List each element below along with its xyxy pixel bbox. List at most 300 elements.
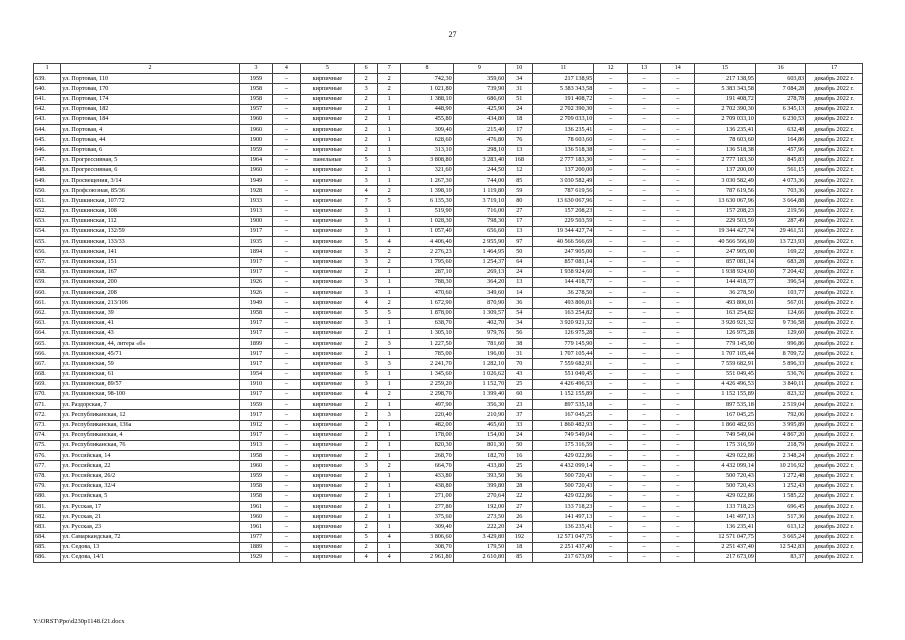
table-cell: 613,12 (755, 522, 805, 532)
table-row (34, 227, 863, 237)
table-cell: 645. (34, 135, 61, 145)
table-cell: – (273, 257, 300, 267)
table-cell: – (594, 288, 628, 298)
table-cell: декабрь 2022 г. (806, 298, 863, 308)
table-cell: декабрь 2022 г. (806, 135, 863, 145)
table-cell: – (661, 390, 695, 400)
table-cell: ул. Российская, 14 (61, 451, 239, 461)
column-number-cell: 17 (806, 64, 863, 74)
table-cell: ул. Пушкинская, 43 (61, 328, 239, 338)
table-cell: декабрь 2022 г. (806, 176, 863, 186)
table-cell: 1 309,57 (453, 308, 505, 318)
table-cell: 1 119,80 (453, 186, 505, 196)
table-cell: – (273, 237, 300, 247)
table-row (34, 247, 863, 257)
table-cell: 2 (355, 491, 378, 501)
table-cell: 1 795,60 (401, 257, 453, 267)
table-cell: 1 707 105,44 (695, 349, 756, 359)
table-cell: 4 (355, 186, 378, 196)
table-cell: – (273, 84, 300, 94)
table-cell: 650. (34, 186, 61, 196)
table-cell: – (594, 267, 628, 277)
table-cell: ул. Портовая, 182 (61, 104, 239, 114)
table-cell: 4 406,40 (401, 237, 453, 247)
table-cell: 438,80 (401, 481, 453, 491)
table-cell: кирпичные (300, 145, 355, 155)
table-cell: 667. (34, 359, 61, 369)
table-cell: декабрь 2022 г. (806, 491, 863, 501)
table-cell: декабрь 2022 г. (806, 125, 863, 135)
table-row (34, 125, 863, 135)
table-cell: 64 (506, 257, 533, 267)
table-cell: 897 535,18 (695, 400, 756, 410)
table-cell: 1960 (239, 512, 273, 522)
table-cell: 10 216,92 (755, 461, 805, 471)
table-cell: 1 028,30 (401, 216, 453, 226)
table-row (34, 237, 863, 247)
table-cell: ул. Республиканская, 12 (61, 410, 239, 420)
table-cell: 133 718,23 (533, 502, 594, 512)
table-cell: 1 (378, 206, 401, 216)
table-cell: 3 664,88 (755, 196, 805, 206)
table-cell: 1959 (239, 74, 273, 84)
table-cell: кирпичные (300, 328, 355, 338)
table-cell: 1964 (239, 155, 273, 165)
table-cell: – (594, 84, 628, 94)
table-row (34, 542, 863, 552)
table-cell: декабрь 2022 г. (806, 196, 863, 206)
table-cell: 672. (34, 410, 61, 420)
table-cell: – (627, 186, 661, 196)
table-cell: кирпичные (300, 471, 355, 481)
table-cell: 1 227,50 (401, 339, 453, 349)
table-cell: ул. Пушкинская, 89/57 (61, 379, 239, 389)
table-cell: 448,90 (401, 104, 453, 114)
table-row (34, 512, 863, 522)
table-cell: 137 200,00 (695, 165, 756, 175)
table-cell: кирпичные (300, 135, 355, 145)
table-cell: – (661, 553, 695, 563)
table-cell: – (273, 277, 300, 287)
table-cell: 5 (355, 155, 378, 165)
table-cell: 1917 (239, 390, 273, 400)
table-cell: 3 808,80 (401, 155, 453, 165)
table-cell: – (594, 410, 628, 420)
table-cell: 1928 (239, 186, 273, 196)
table-cell: 482,00 (401, 420, 453, 430)
table-cell: – (627, 155, 661, 165)
table-cell: 12 (506, 165, 533, 175)
table-row (34, 216, 863, 226)
table-cell: 1926 (239, 277, 273, 287)
table-cell: – (273, 542, 300, 552)
table-cell: кирпичные (300, 542, 355, 552)
table-cell: кирпичные (300, 379, 355, 389)
table-cell: декабрь 2022 г. (806, 237, 863, 247)
table-cell: 1 152,70 (453, 379, 505, 389)
table-cell: 2 (378, 390, 401, 400)
table-cell: 175 316,59 (533, 440, 594, 450)
column-number-cell: 16 (755, 64, 805, 74)
table-cell: – (273, 379, 300, 389)
table-cell: – (661, 74, 695, 84)
table-cell: ул. Портовая, 170 (61, 84, 239, 94)
table-cell: 656,60 (453, 227, 505, 237)
table-cell: 1 (378, 349, 401, 359)
table-cell: 2 (378, 257, 401, 267)
table-cell: 1917 (239, 267, 273, 277)
table-cell: 5 (355, 532, 378, 542)
table-cell: – (273, 94, 300, 104)
table-cell: 5 896,33 (755, 359, 805, 369)
table-cell: – (627, 502, 661, 512)
table-cell: 24 (506, 430, 533, 440)
table-cell: – (627, 237, 661, 247)
table-cell: 567,01 (755, 298, 805, 308)
table-cell: 676. (34, 451, 61, 461)
table-cell: 2 (378, 247, 401, 257)
table-cell: 50 (506, 247, 533, 257)
table-cell: 870,90 (453, 298, 505, 308)
table-cell: 26 (506, 512, 533, 522)
table-row (34, 379, 863, 389)
table-cell: 3 (378, 155, 401, 165)
table-row (34, 339, 863, 349)
table-cell: – (273, 410, 300, 420)
table-cell: – (661, 125, 695, 135)
table-cell: декабрь 2022 г. (806, 328, 863, 338)
table-cell: 2 251 437,40 (695, 542, 756, 552)
table-cell: декабрь 2022 г. (806, 369, 863, 379)
table-cell: – (594, 369, 628, 379)
table-cell: – (594, 247, 628, 257)
table-cell: 270,64 (453, 491, 505, 501)
table-cell: – (627, 451, 661, 461)
table-cell: – (661, 114, 695, 124)
table-cell: 678. (34, 471, 61, 481)
table-cell: 34 (506, 318, 533, 328)
table-cell: – (273, 308, 300, 318)
table-cell: 644. (34, 125, 61, 135)
column-number-row (34, 64, 863, 74)
table-cell: 1 860 482,93 (695, 420, 756, 430)
table-cell: – (273, 522, 300, 532)
table-cell: 561,15 (755, 165, 805, 175)
table-cell: 196,00 (453, 349, 505, 359)
table-cell: – (627, 512, 661, 522)
table-cell: – (273, 481, 300, 491)
table-row (34, 390, 863, 400)
table-cell: 2 (355, 328, 378, 338)
table-cell: – (627, 277, 661, 287)
table-cell: – (661, 104, 695, 114)
table-cell: кирпичные (300, 512, 355, 522)
table-cell: 673. (34, 420, 61, 430)
table-cell: 1 (378, 522, 401, 532)
table-cell: ул. Русская, 17 (61, 502, 239, 512)
table-cell: 2 (355, 502, 378, 512)
table-cell: кирпичные (300, 267, 355, 277)
table-cell: 1889 (239, 542, 273, 552)
table-cell: 133 718,23 (695, 502, 756, 512)
table-cell: – (273, 104, 300, 114)
table-cell: 1 (378, 379, 401, 389)
table-cell: 641. (34, 94, 61, 104)
table-cell: – (661, 400, 695, 410)
table-cell: 1960 (239, 114, 273, 124)
table-cell: 433,80 (453, 461, 505, 471)
table-cell: 23 (506, 400, 533, 410)
table-cell: – (661, 522, 695, 532)
table-cell: 3 (355, 318, 378, 328)
table-cell: – (594, 532, 628, 542)
table-cell: кирпичные (300, 206, 355, 216)
table-cell: 1 (378, 104, 401, 114)
table-cell: декабрь 2022 г. (806, 145, 863, 155)
table-cell: 1900 (239, 216, 273, 226)
table-cell: 1899 (239, 339, 273, 349)
table-cell: – (594, 461, 628, 471)
table-cell: – (661, 440, 695, 450)
table-cell: 13 (506, 145, 533, 155)
table-cell: 13 723,93 (755, 237, 805, 247)
table-cell: – (594, 257, 628, 267)
table-cell: кирпичные (300, 481, 355, 491)
table-cell: кирпичные (300, 349, 355, 359)
table-cell: 648. (34, 165, 61, 175)
table-cell: 2 (378, 461, 401, 471)
table-cell: 1 (378, 267, 401, 277)
table-cell: 51 (506, 94, 533, 104)
table-cell: – (627, 114, 661, 124)
table-cell: 857 081,14 (533, 257, 594, 267)
table-cell: кирпичные (300, 461, 355, 471)
table-cell: – (627, 318, 661, 328)
table-cell: 683,28 (755, 257, 805, 267)
table-cell: ул. Российская, 32/4 (61, 481, 239, 491)
table-cell: – (661, 349, 695, 359)
table-cell: декабрь 2022 г. (806, 94, 863, 104)
table-cell: – (627, 420, 661, 430)
table-cell: 154,00 (453, 430, 505, 440)
table-cell: 1 (378, 318, 401, 328)
table-cell: – (627, 461, 661, 471)
table-cell: 3 920 921,32 (533, 318, 594, 328)
table-cell: 1 (378, 420, 401, 430)
table-cell: – (594, 104, 628, 114)
table-cell: ул. Российская, 5 (61, 491, 239, 501)
table-cell: – (627, 104, 661, 114)
table-cell: – (273, 349, 300, 359)
table-cell: 29 461,51 (755, 227, 805, 237)
table-cell: 660. (34, 288, 61, 298)
table-cell: – (594, 491, 628, 501)
table-cell: – (273, 206, 300, 216)
table-cell: – (273, 165, 300, 175)
table-cell: 429 022,86 (533, 491, 594, 501)
table-cell: 3 (355, 176, 378, 186)
table-cell: кирпичные (300, 522, 355, 532)
table-cell: 744,00 (453, 176, 505, 186)
table-cell: – (661, 145, 695, 155)
table-cell: 287,49 (755, 216, 805, 226)
table-cell: кирпичные (300, 176, 355, 186)
table-cell: – (594, 196, 628, 206)
table-cell: 167 045,25 (695, 410, 756, 420)
table-cell: – (594, 502, 628, 512)
table-cell: 308,70 (401, 542, 453, 552)
table-cell: 8 709,72 (755, 349, 805, 359)
table-cell: ул. Пушкинская, 167 (61, 267, 239, 277)
table-cell: 3 665,24 (755, 532, 805, 542)
table-cell: 6 345,13 (755, 104, 805, 114)
table-cell: – (661, 186, 695, 196)
table-cell: – (594, 440, 628, 450)
table-row (34, 420, 863, 430)
table-cell: – (627, 471, 661, 481)
table-cell: 80 (506, 196, 533, 206)
table-cell: 217 138,95 (533, 74, 594, 84)
table-cell: 657. (34, 257, 61, 267)
table-cell: ул. Пушкинская, 208 (61, 288, 239, 298)
table-cell: 653. (34, 216, 61, 226)
table-cell: 1959 (239, 400, 273, 410)
table-cell: декабрь 2022 г. (806, 206, 863, 216)
table-cell: 3 (355, 84, 378, 94)
table-cell: 25 (506, 379, 533, 389)
table-cell: – (661, 155, 695, 165)
table-cell: – (594, 145, 628, 155)
table-cell: 519,90 (401, 206, 453, 216)
table-cell: 4 (378, 532, 401, 542)
table-cell: ул. Портовая, 44 (61, 135, 239, 145)
table-cell: – (661, 532, 695, 542)
table-cell: 217 138,95 (695, 74, 756, 84)
table-cell: 652. (34, 206, 61, 216)
table-cell: 83,37 (755, 553, 805, 563)
table-cell: 27 (506, 206, 533, 216)
table-cell: 4 (378, 237, 401, 247)
table-cell: 649. (34, 176, 61, 186)
table-cell: – (661, 84, 695, 94)
table-cell: декабрь 2022 г. (806, 104, 863, 114)
table-cell: 24 (506, 522, 533, 532)
table-row (34, 145, 863, 155)
table-cell: ул. Пушкинская, 112 (61, 216, 239, 226)
table-cell: – (594, 186, 628, 196)
table-cell: 551 049,45 (695, 369, 756, 379)
table-cell: 85 (506, 176, 533, 186)
table-cell: 136 235,41 (533, 125, 594, 135)
table-cell: 1926 (239, 288, 273, 298)
table-cell: 136 235,41 (533, 522, 594, 532)
table-cell: 6 230,53 (755, 114, 805, 124)
table-cell: 674. (34, 430, 61, 440)
table-cell: ул. Пушкинская, 45/71 (61, 349, 239, 359)
table-cell: 470,60 (401, 288, 453, 298)
table-cell: ул. Седова, 13 (61, 542, 239, 552)
table-cell: – (661, 176, 695, 186)
table-cell: 4 432 099,14 (533, 461, 594, 471)
table-cell: декабрь 2022 г. (806, 440, 863, 450)
table-cell: – (627, 532, 661, 542)
table-cell: – (661, 298, 695, 308)
table-cell: 18 (506, 114, 533, 124)
table-cell: 670. (34, 390, 61, 400)
table-cell: 664. (34, 328, 61, 338)
table-cell: 7 084,28 (755, 84, 805, 94)
table-cell: 686,60 (453, 94, 505, 104)
table-cell: – (594, 379, 628, 389)
table-cell: 1958 (239, 451, 273, 461)
table-cell: ул. Самаркандская, 72 (61, 532, 239, 542)
table-cell: ул. Республиканская, 136а (61, 420, 239, 430)
table-cell: 639. (34, 74, 61, 84)
table-cell: 2 (355, 339, 378, 349)
table-cell: 3 806,60 (401, 532, 453, 542)
table-cell: – (627, 257, 661, 267)
table-cell: 399,80 (453, 481, 505, 491)
table-cell: 1 (378, 400, 401, 410)
table-cell: – (594, 481, 628, 491)
table-cell: 1 026,62 (453, 369, 505, 379)
table-cell: 2 777 183,30 (533, 155, 594, 165)
table-cell: 136 235,41 (695, 125, 756, 135)
table-cell: – (627, 542, 661, 552)
table-row (34, 532, 863, 542)
table-cell: – (627, 84, 661, 94)
table-cell: – (661, 379, 695, 389)
table-cell: 2 (355, 135, 378, 145)
column-number-cell: 6 (355, 64, 378, 74)
table-cell: 175 316,59 (695, 440, 756, 450)
table-cell: декабрь 2022 г. (806, 461, 863, 471)
table-cell: ул. Русская, 23 (61, 522, 239, 532)
column-number-cell: 13 (627, 64, 661, 74)
table-cell: декабрь 2022 г. (806, 349, 863, 359)
table-cell: декабрь 2022 г. (806, 288, 863, 298)
table-cell: 465,60 (453, 420, 505, 430)
table-cell: 54 (506, 308, 533, 318)
table-cell: – (273, 125, 300, 135)
table-cell: 103,77 (755, 288, 805, 298)
table-cell: 1917 (239, 410, 273, 420)
table-cell: 1 272,48 (755, 471, 805, 481)
table-cell: ул. Пушкинская, 41 (61, 318, 239, 328)
table-cell: 2 702 390,30 (533, 104, 594, 114)
table-cell: – (273, 491, 300, 501)
table-cell: 1 672,90 (401, 298, 453, 308)
table-cell: 1 (378, 216, 401, 226)
table-cell: 78 603,60 (695, 135, 756, 145)
table-cell: 37 (506, 410, 533, 420)
table-cell: ул. Пушкинская, 200 (61, 277, 239, 287)
table-row (34, 74, 863, 84)
table-row (34, 84, 863, 94)
table-cell: 31 (506, 349, 533, 359)
table-cell: 1 345,60 (401, 369, 453, 379)
table-row (34, 471, 863, 481)
table-cell: 1917 (239, 328, 273, 338)
table-cell: – (273, 532, 300, 542)
table-cell: 4 (378, 553, 401, 563)
table-cell: 34 (506, 74, 533, 84)
table-cell: – (273, 114, 300, 124)
table-cell: 1 (378, 125, 401, 135)
table-cell: 5 383 343,58 (695, 84, 756, 94)
table-cell: кирпичные (300, 440, 355, 450)
table-cell: 40 566 566,69 (695, 237, 756, 247)
